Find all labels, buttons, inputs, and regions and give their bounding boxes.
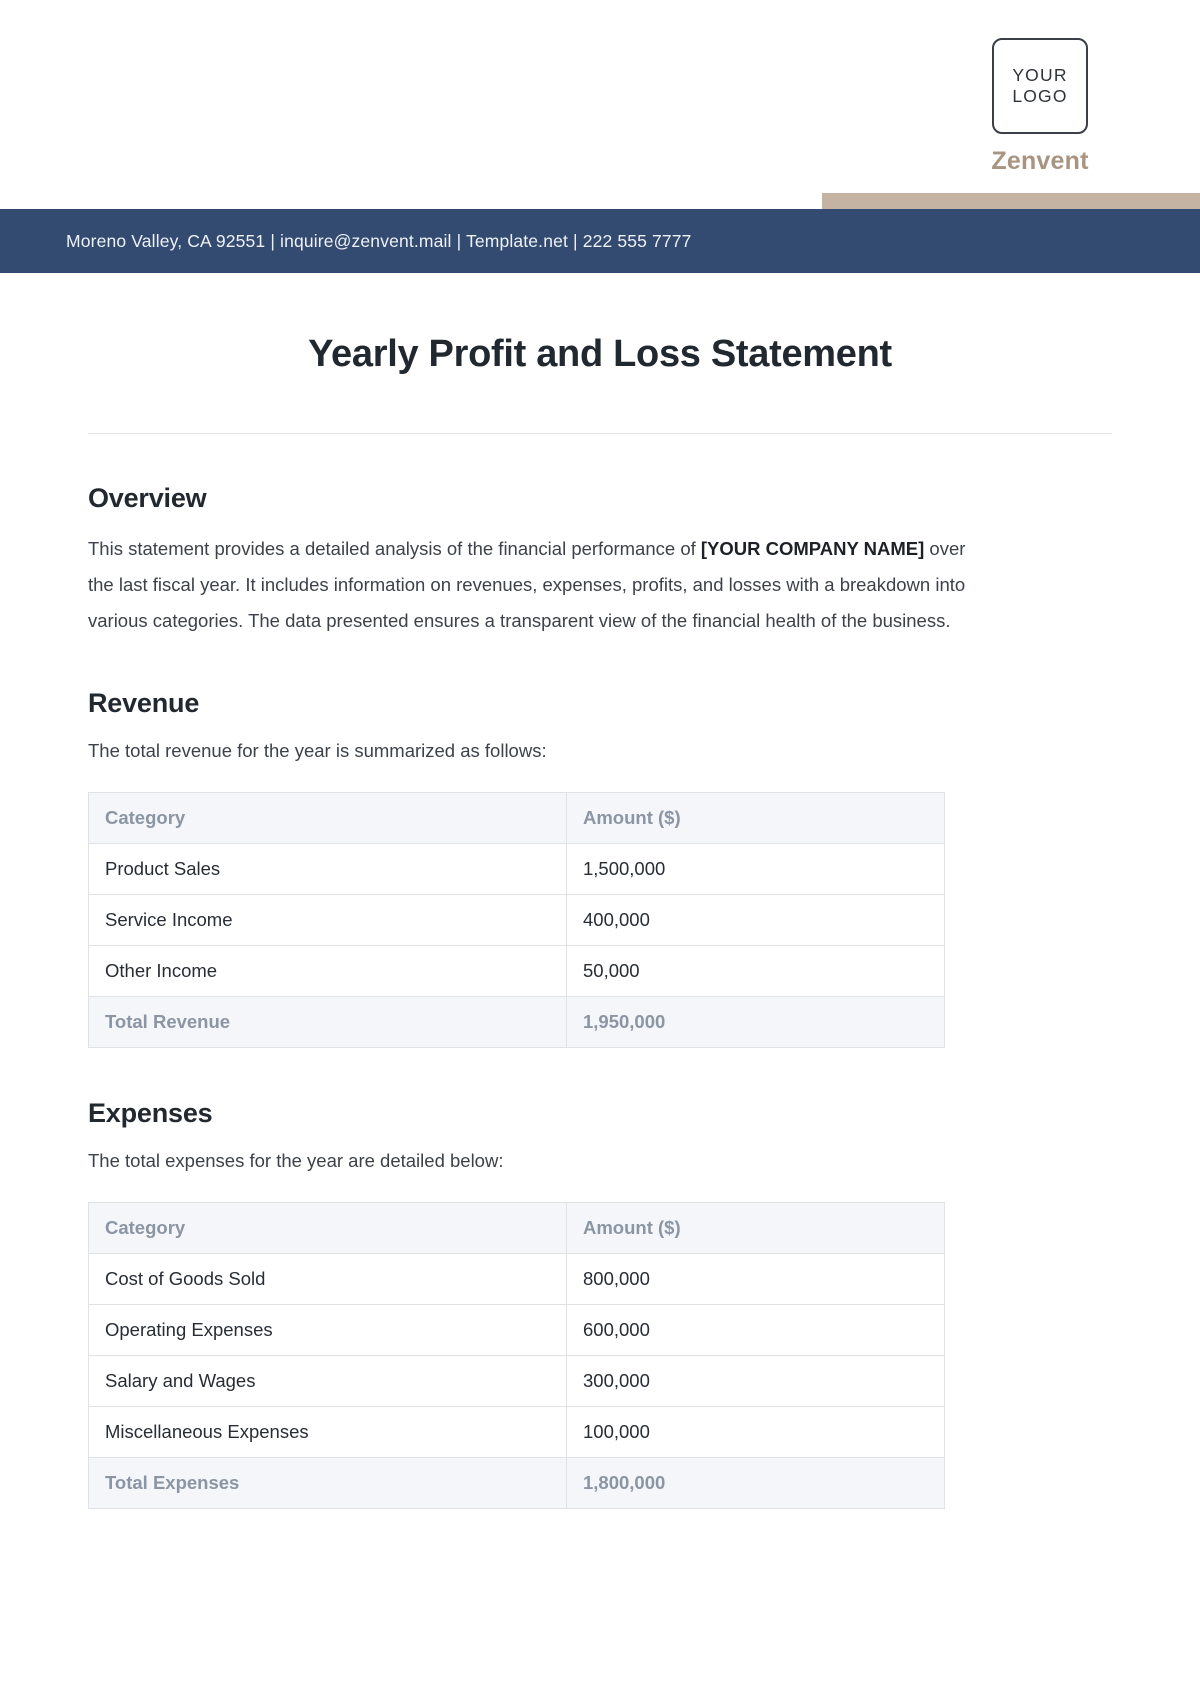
- table-row: [89, 1355, 945, 1406]
- expenses-row-amount: 300,000: [567, 1355, 945, 1406]
- table-header-row: [89, 1202, 945, 1253]
- expenses-total-amount: 1,800,000: [567, 1457, 945, 1508]
- expenses-row-category: Cost of Goods Sold: [89, 1253, 567, 1304]
- brand-name: Zenvent: [991, 147, 1089, 175]
- overview-heading: Overview: [88, 483, 207, 513]
- section-expenses: [88, 1098, 1112, 1509]
- overview-paragraph: [88, 531, 993, 639]
- revenue-row-amount: 400,000: [567, 894, 945, 945]
- revenue-total-row: [89, 996, 945, 1047]
- company-name-placeholder: [YOUR COMPANY NAME]: [700, 538, 925, 559]
- revenue-row-amount: 50,000: [567, 945, 945, 996]
- overview-text-2: over the last fiscal year. It includes information on revenues, expenses, profits, and losses with a breakdown into various categories. The data presented ensures a transparent view of the financial health of the business.: [88, 538, 966, 631]
- contact-info: Moreno Valley, CA 92551 | inquire@zenvent.mail | Template.net | 222 555 7777: [66, 230, 692, 251]
- overview-text-1: This statement provides a detailed analysis of the financial performance of: [88, 538, 701, 559]
- revenue-row-amount: 1,500,000: [567, 843, 945, 894]
- contact-band: [0, 209, 1200, 273]
- table-row: [89, 1253, 945, 1304]
- expenses-row-amount: 100,000: [567, 1406, 945, 1457]
- expenses-row-amount: 600,000: [567, 1304, 945, 1355]
- revenue-heading: Revenue: [88, 687, 200, 718]
- logo-placeholder-icon: [992, 38, 1088, 134]
- page-title: Yearly Profit and Loss Statement: [308, 333, 892, 375]
- expenses-col-amount: Amount ($): [567, 1202, 945, 1253]
- expenses-row-amount: 800,000: [567, 1253, 945, 1304]
- accent-bar: [822, 193, 1200, 209]
- table-row: [89, 843, 945, 894]
- revenue-total-amount: 1,950,000: [567, 996, 945, 1047]
- revenue-total-label: Total Revenue: [89, 996, 567, 1047]
- expenses-row-category: Operating Expenses: [89, 1304, 567, 1355]
- brand-block: [940, 38, 1140, 176]
- table-row: [89, 945, 945, 996]
- expenses-table: [88, 1202, 945, 1509]
- section-overview: [88, 483, 1112, 639]
- logo-line-2: LOGO: [1012, 86, 1068, 106]
- expenses-total-label: Total Expenses: [89, 1457, 567, 1508]
- document-body: [0, 333, 1200, 1509]
- logo-line-1: YOUR: [1012, 64, 1068, 85]
- revenue-lead-in: The total revenue for the year is summarized as follows:: [88, 739, 547, 761]
- expenses-total-row: [89, 1457, 945, 1508]
- table-row: [89, 1406, 945, 1457]
- section-revenue: [88, 688, 1112, 1048]
- table-row: [89, 1304, 945, 1355]
- revenue-col-category: Category: [89, 792, 567, 843]
- title-divider: [88, 433, 1112, 434]
- revenue-row-category: Other Income: [89, 945, 567, 996]
- document-header: [0, 0, 1200, 193]
- revenue-col-amount: Amount ($): [567, 792, 945, 843]
- table-row: [89, 894, 945, 945]
- revenue-row-category: Service Income: [89, 894, 567, 945]
- revenue-table: [88, 792, 945, 1048]
- table-header-row: [89, 792, 945, 843]
- revenue-row-category: Product Sales: [89, 843, 567, 894]
- expenses-lead-in: The total expenses for the year are detailed below:: [88, 1149, 504, 1171]
- expenses-row-category: Miscellaneous Expenses: [89, 1406, 567, 1457]
- expenses-col-category: Category: [89, 1202, 567, 1253]
- expenses-row-category: Salary and Wages: [89, 1355, 567, 1406]
- expenses-heading: Expenses: [88, 1097, 213, 1128]
